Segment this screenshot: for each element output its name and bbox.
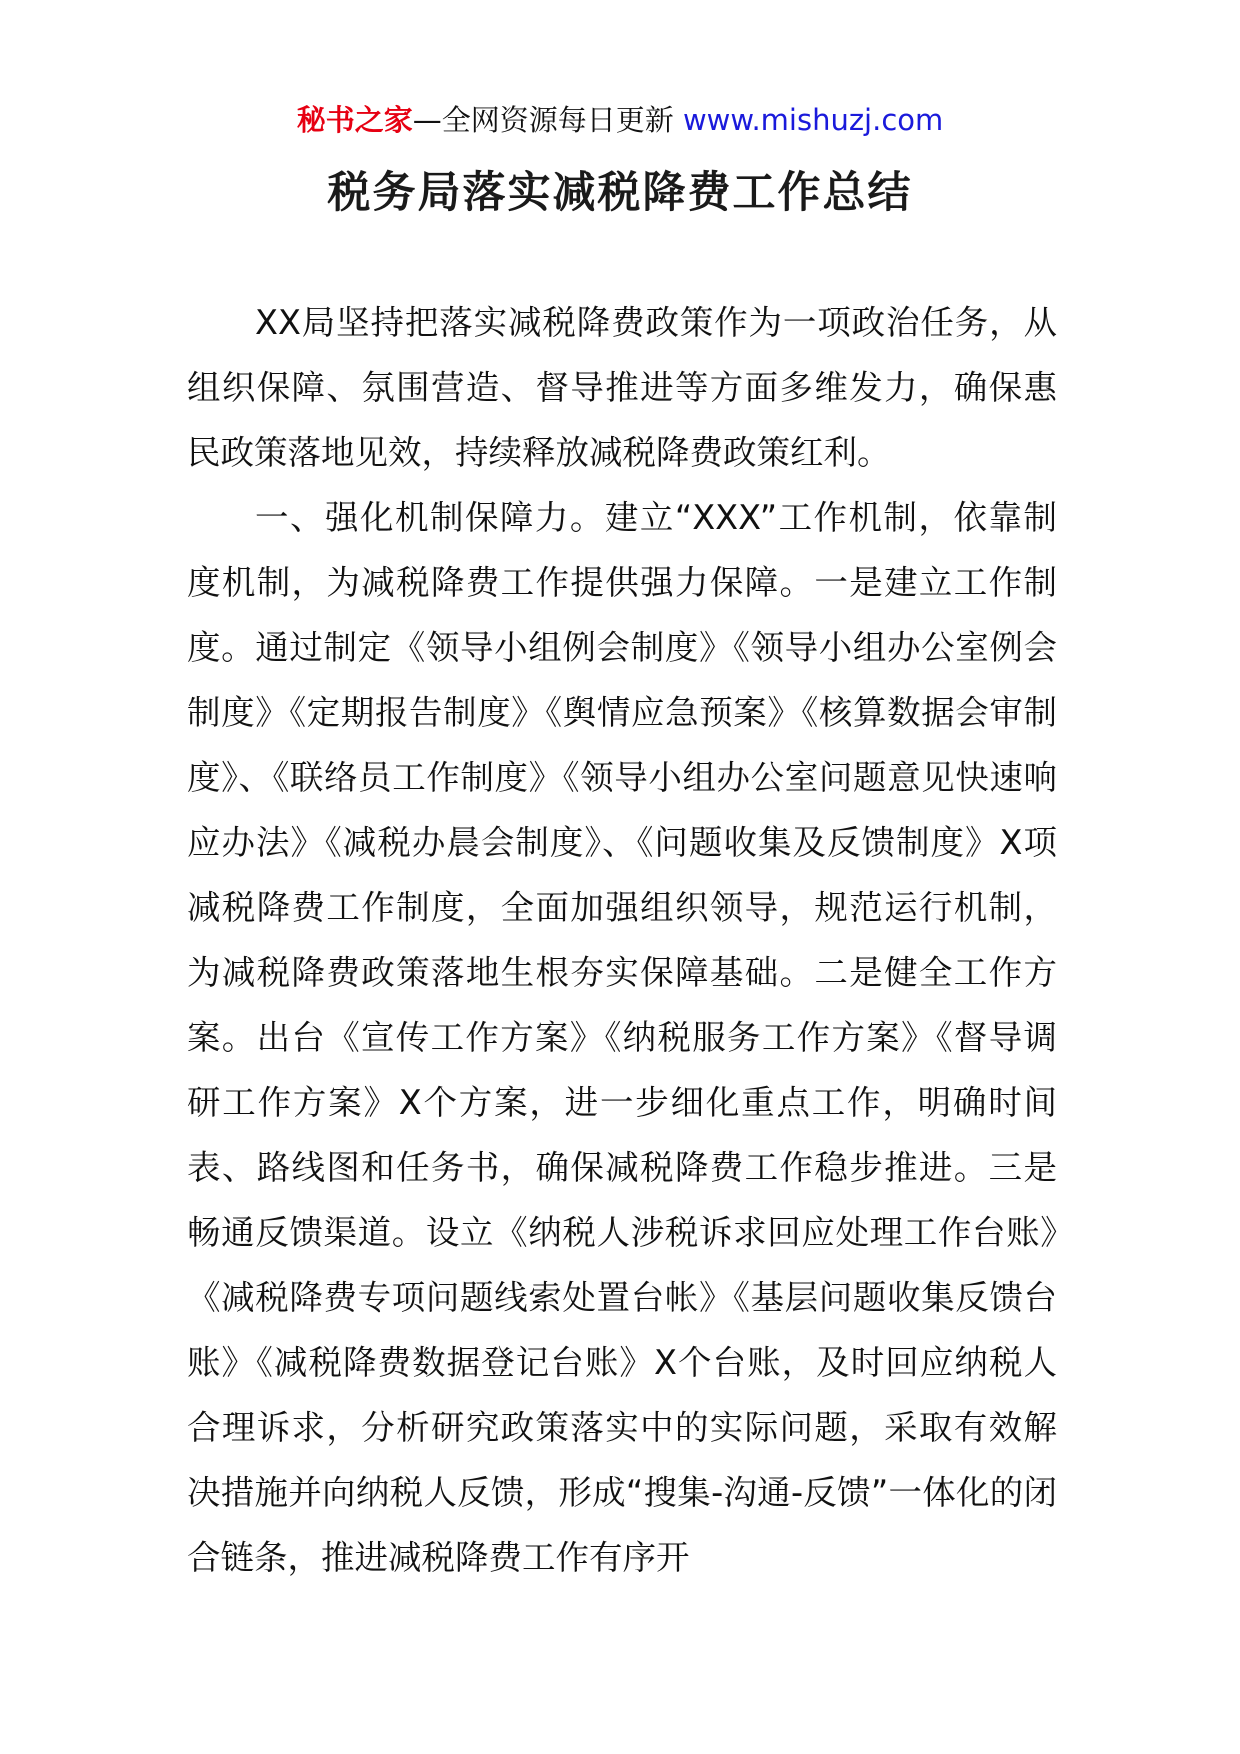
- paragraph-intro: XX局坚持把落实减税降费政策作为一项政治任务，从组织保障、氛围营造、督导推进等方面多维发力，确保惠民政策落地见效，持续释放减税降费政策红利。: [187, 303, 1057, 472]
- brand-name: 秘书之家: [296, 103, 413, 137]
- document-body: [187, 290, 1057, 1590]
- site-url-link[interactable]: www.mishuzj.com: [682, 103, 944, 137]
- document-title: 税务局落实减税降费工作总结: [327, 168, 913, 218]
- header-slogan: —全网资源每日更新: [412, 103, 674, 137]
- site-header: [0, 100, 1240, 140]
- paragraph-section-one: 一、强化机制保障力。建立“XXX”工作机制，依靠制度机制，为减税降费工作提供强力保障。一是建立工作制度。通过制定《领导小组例会制度》《领导小组办公室例会制度》《定期报告制度》《舆情应急预案》《核算数据会审制度》、《联络员工作制度》《领导小组办公室问题意见快速响应办法》《减税办晨会制度》、《问题收集及反馈制度》X项减税降费工作制度，全面加强组织领导，规范运行机制，为减税降费政策落地生根夯实保障基础。二是健全工作方案。出台《宣传工作方案》《纳税服务工作方案》《督导调研工作方案》X个方案，进一步细化重点工作，明确时间表、路线图和任务书，确保减税降费工作稳步推进。三是畅通反馈渠道。设立《纳税人涉税诉求回应处理工作台账》《减税降费专项问题线索处置台帐》《基层问题收集反馈台账》《减税降费数据登记台账》X个台账，及时回应纳税人合理诉求，分析研究政策落实中的实际问题，采取有效解决措施并向纳税人反馈，形成“搜集-沟通-反馈”一体化的闭合链条，推进减税降费工作有序开: [187, 498, 1057, 1577]
